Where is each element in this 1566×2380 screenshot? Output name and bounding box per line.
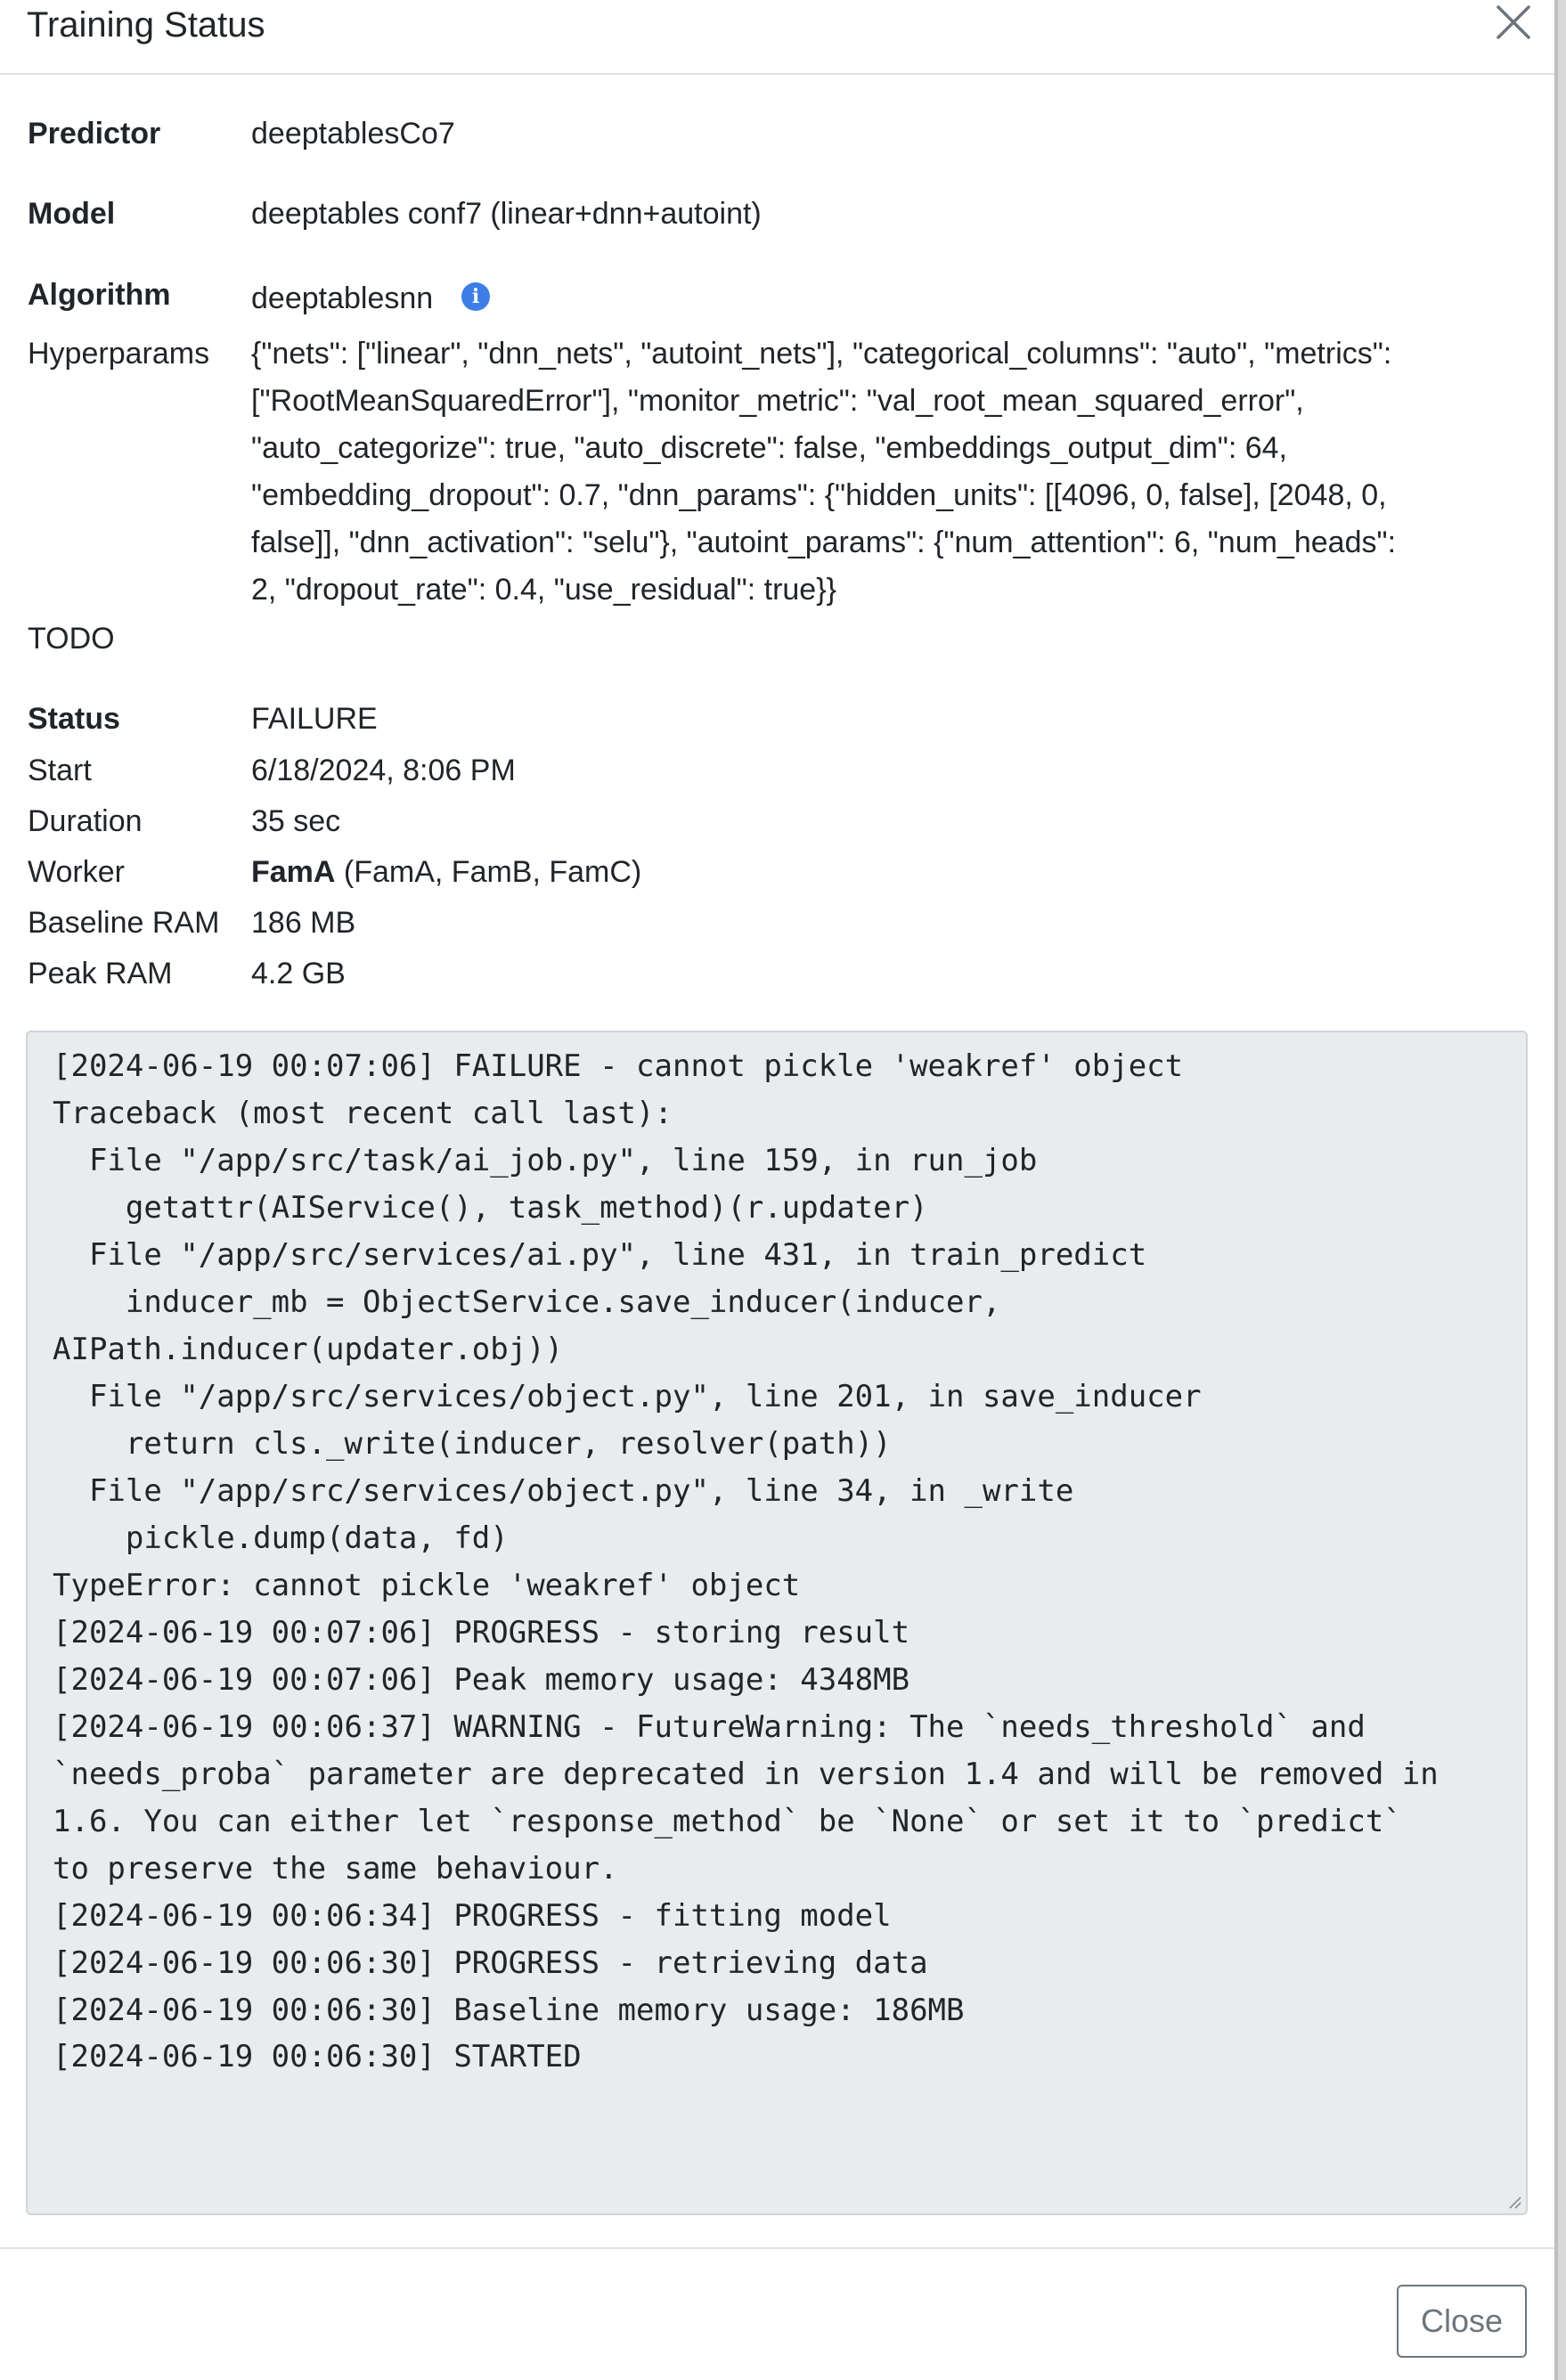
predictor-label: Predictor [28, 117, 161, 151]
log-line: getattr(AIService(), task_method)(r.updater) [53, 1190, 928, 1226]
worker-value [251, 854, 641, 890]
modal-scrollbar[interactable] [1554, 0, 1558, 2380]
duration-label: Duration [28, 804, 143, 838]
log-line: [2024-06-19 00:06:34] PROGRESS - fitting model [53, 1898, 892, 1934]
modal-header [0, 0, 1554, 75]
log-line: AIPath.inducer(updater.obj)) [53, 1332, 564, 1367]
predictor-value: deeptablesCo7 [251, 117, 455, 151]
hyperparams-label: Hyperparams [28, 337, 210, 371]
hyperparams-line: "auto_categorize": true, "auto_discrete": false, "embeddings_output_dim": 64, [251, 431, 1288, 465]
log-line: to preserve the same behaviour. [53, 1851, 618, 1887]
status-value: FAILURE [251, 702, 378, 736]
baseline-ram-label: Baseline RAM [28, 906, 220, 940]
log-line: File "/app/src/services/object.py", line 34, in _write [53, 1473, 1074, 1509]
hyperparams-line: "embedding_dropout": 0.7, "dnn_params": {"hidden_units": [[4096, 0, false], [2048, 0, [251, 478, 1387, 512]
algorithm-label: Algorithm [28, 278, 171, 312]
model-label: Model [28, 197, 116, 231]
peak-ram-value: 4.2 GB [251, 957, 346, 990]
log-line: [2024-06-19 00:06:30] PROGRESS - retrieving data [53, 1945, 928, 1981]
log-line: `needs_proba` parameter are deprecated in version 1.4 and will be removed in [53, 1756, 1439, 1792]
modal-footer [0, 2247, 1554, 2380]
log-line: [2024-06-19 00:06:30] Baseline memory usage: 186MB [53, 1993, 965, 2028]
log-textarea[interactable] [26, 1031, 1528, 2215]
modal-title: Training Status [27, 5, 265, 45]
log-line: File "/app/src/services/object.py", line 201, in save_inducer [53, 1379, 1202, 1414]
peak-ram-label: Peak RAM [28, 957, 173, 990]
model-value: deeptables conf7 (linear+dnn+autoint) [251, 197, 762, 231]
worker-label: Worker [28, 855, 125, 889]
log-line: [2024-06-19 00:06:37] WARNING - FutureWarning: The `needs_threshold` and [53, 1709, 1366, 1745]
hyperparams-line: 2, "dropout_rate": 0.4, "use_residual": true}} [251, 573, 836, 607]
hyperparams-line: {"nets": ["linear", "dnn_nets", "autoint_nets"], "categorical_columns": "auto", "metrics": [251, 337, 1392, 371]
start-value: 6/18/2024, 8:06 PM [251, 754, 516, 787]
info-icon[interactable]: i [461, 282, 490, 311]
resize-grip-icon[interactable] [1506, 2194, 1522, 2210]
log-line: [2024-06-19 00:07:06] Peak memory usage: 4348MB [53, 1662, 910, 1698]
log-line: 1.6. You can either let `response_method` be `None` or set it to `predict` [53, 1804, 1402, 1839]
log-line: TypeError: cannot pickle 'weakref' object [53, 1568, 801, 1603]
status-label: Status [28, 702, 120, 736]
worker-pool: (FamA, FamB, FamC) [335, 855, 642, 889]
log-line: File "/app/src/services/ai.py", line 431, in train_predict [53, 1237, 1147, 1273]
close-icon-button[interactable] [1488, 0, 1537, 46]
log-line: return cls._write(inducer, resolver(path)) [53, 1426, 892, 1462]
log-line: inducer_mb = ObjectService.save_inducer(inducer, [53, 1284, 1001, 1320]
close-button[interactable]: Close [1397, 2285, 1527, 2358]
hyperparams-line: ["RootMeanSquaredError"], "monitor_metric": "val_root_mean_squared_error", [251, 384, 1304, 418]
start-label: Start [28, 754, 92, 787]
worker-name: FamA [251, 855, 336, 889]
close-icon [1488, 0, 1537, 46]
hyperparams-line: false]], "dnn_activation": "selu"}, "autoint_params": {"num_attention": 6, "num_heads": [251, 526, 1397, 559]
duration-value: 35 sec [251, 804, 341, 838]
baseline-ram-value: 186 MB [251, 906, 356, 940]
log-line: pickle.dump(data, fd) [53, 1520, 509, 1556]
algorithm-value: deeptablesnn [251, 281, 434, 315]
log-line: Traceback (most recent call last): [53, 1096, 673, 1131]
log-line: File "/app/src/task/ai_job.py", line 159, in run_job [53, 1143, 1038, 1178]
log-line: [2024-06-19 00:07:06] PROGRESS - storing result [53, 1615, 910, 1651]
log-line: [2024-06-19 00:07:06] FAILURE - cannot pickle 'weakref' object [53, 1048, 1184, 1084]
todo-text: TODO [28, 622, 115, 656]
log-line: [2024-06-19 00:06:30] STARTED [53, 2039, 582, 2074]
